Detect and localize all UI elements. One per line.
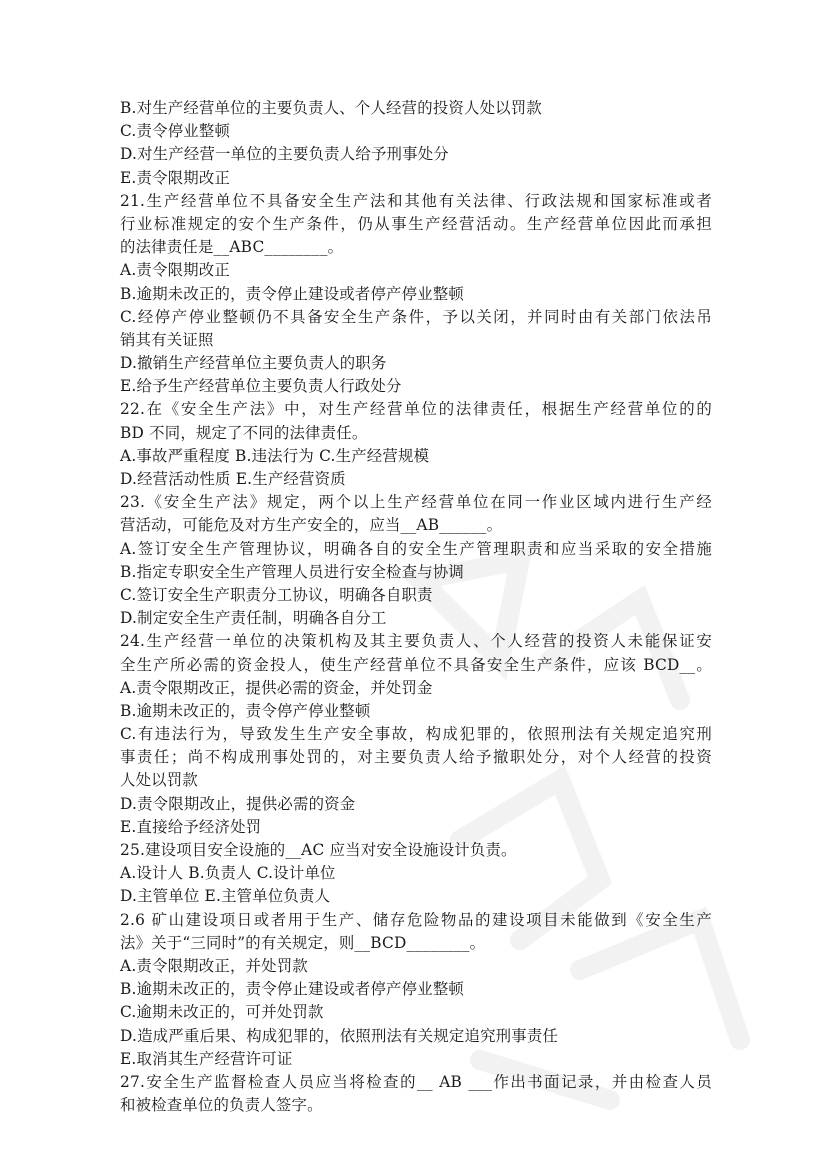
text-line: E.取消其生产经营许可证 xyxy=(120,1049,293,1068)
text-line: C.经停产停业整顿仍不具备安全生产条件，予以关闭，并同时由有关部门依法吊 xyxy=(120,307,712,326)
text-line: 营活动，可能危及对方生产安全的，应当__AB______。 xyxy=(120,516,503,535)
text-line: C.签订安全生产职责分工协议，明确各自职责 xyxy=(120,585,433,604)
text-line: 事责任；尚不构成刑事处罚的，对主要负责人给予撤职处分，对个人经营的投资 xyxy=(120,748,712,767)
text-line: 22.在《安全生产法》中，对生产经营单位的法律责任，根据生产经营单位的的 xyxy=(120,400,712,419)
text-line: D.制定安全生产责任制，明确各自分工 xyxy=(120,609,387,628)
text-line: B.逾期未改正的，责令停止建设或者停产停业整顿 xyxy=(120,284,465,303)
text-line: 全生产所必需的资金投人，使生产经营单位不具备安全生产条件，应该 BCD__。 xyxy=(120,655,712,674)
text-line: D.经营活动性质 E.生产经营资质 xyxy=(120,470,346,488)
text-line: 21.生产经营单位不具备安全生产法和其他有关法律、行政法规和国家标准或者 xyxy=(120,191,712,210)
text-line: 销其有关证照 xyxy=(120,330,214,349)
text-line: A.设计人 B.负责人 C.设计单位 xyxy=(120,864,336,883)
text-line: 2.6 矿山建设项日或者用于生产、储存危险物品的建设项目未能做到《安全生产 xyxy=(120,910,712,929)
text-line: 行业标准规定的安个生产条件，仍从事生产经营活动。生产经营单位因此而承担 xyxy=(120,214,712,233)
text-line: A.责令限期改正 xyxy=(120,261,230,280)
text-line: A.事故严重程度 B.违法行为 C.生产经营规模 xyxy=(120,446,430,465)
text-line: D.主管单位 E.主管单位负责人 xyxy=(120,887,331,906)
text-line: BD 不同，规定了不同的法律责任。 xyxy=(120,423,368,442)
text-line: B.指定专职安全生产管理人员进行安全检查与协调 xyxy=(120,562,465,581)
text-line: D.责令限期改止，提供必需的资金 xyxy=(120,794,356,813)
text-line: 和被检查单位的负责人签字。 xyxy=(120,1096,323,1115)
text-line: C.逾期未改正的，可并处罚款 xyxy=(120,1003,324,1022)
text-line: B.逾期未改正的，责令停止建设或者停产停业整顿 xyxy=(120,980,465,999)
document-body xyxy=(120,97,712,1117)
text-line: D.撤销生产经营单位主要负责人的职务 xyxy=(120,354,387,373)
text-line: 的法律责任是__ABC________。 xyxy=(120,238,344,257)
text-line: A.责令限期改正，并处罚款 xyxy=(120,956,308,975)
text-line: 人处以罚款 xyxy=(120,771,198,790)
text-line: D.造成严重后果、构成犯罪的，依照刑法有关规定追究刑事责任 xyxy=(120,1026,559,1045)
text-line: C.责令停业整顿 xyxy=(120,122,231,141)
text-line: 法》关于“三同时”的有关规定，则__BCD________。 xyxy=(120,933,486,952)
text-line: 24.生产经营一单位的决策机构及其主要负责人、个人经营的投资人未能保证安 xyxy=(120,632,712,651)
text-line: B.对生产经营单位的主要负责人、个人经营的投资人处以罚款 xyxy=(120,99,542,117)
text-line: B.逾期未改正的，责令停产停业整顿 xyxy=(120,701,371,720)
text-line: E.责令限期改正 xyxy=(120,168,231,187)
text-line: 25.建设项目安全设施的__AC 应当对安全设施设计负责。 xyxy=(120,841,517,859)
text-line: A.责令限期改正，提供必需的资金，并处罚金 xyxy=(120,678,433,697)
text-line: E.给予生产经营单位主要负责人行政处分 xyxy=(120,377,402,396)
text-line: D.对生产经营一单位的主要负责人给予刑事处分 xyxy=(120,145,449,164)
text-line: 27.安全生产监督检查人员应当将检查的__ AB ___作出书面记录，并由检查人员 xyxy=(120,1072,712,1091)
text-line: E.直接给予经济处罚 xyxy=(120,817,262,836)
text-line: 23.《安全生产法》规定，两个以上生产经营单位在同一作业区域内进行生产经 xyxy=(120,493,712,512)
text-line: A.签订安全生产管理协议，明确各自的安全生产管理职责和应当采取的安全措施 xyxy=(120,539,712,558)
text-line: C.有违法行为，导致发生生产安全事故，构成犯罪的，依照刑法有关规定追究刑 xyxy=(120,725,712,744)
